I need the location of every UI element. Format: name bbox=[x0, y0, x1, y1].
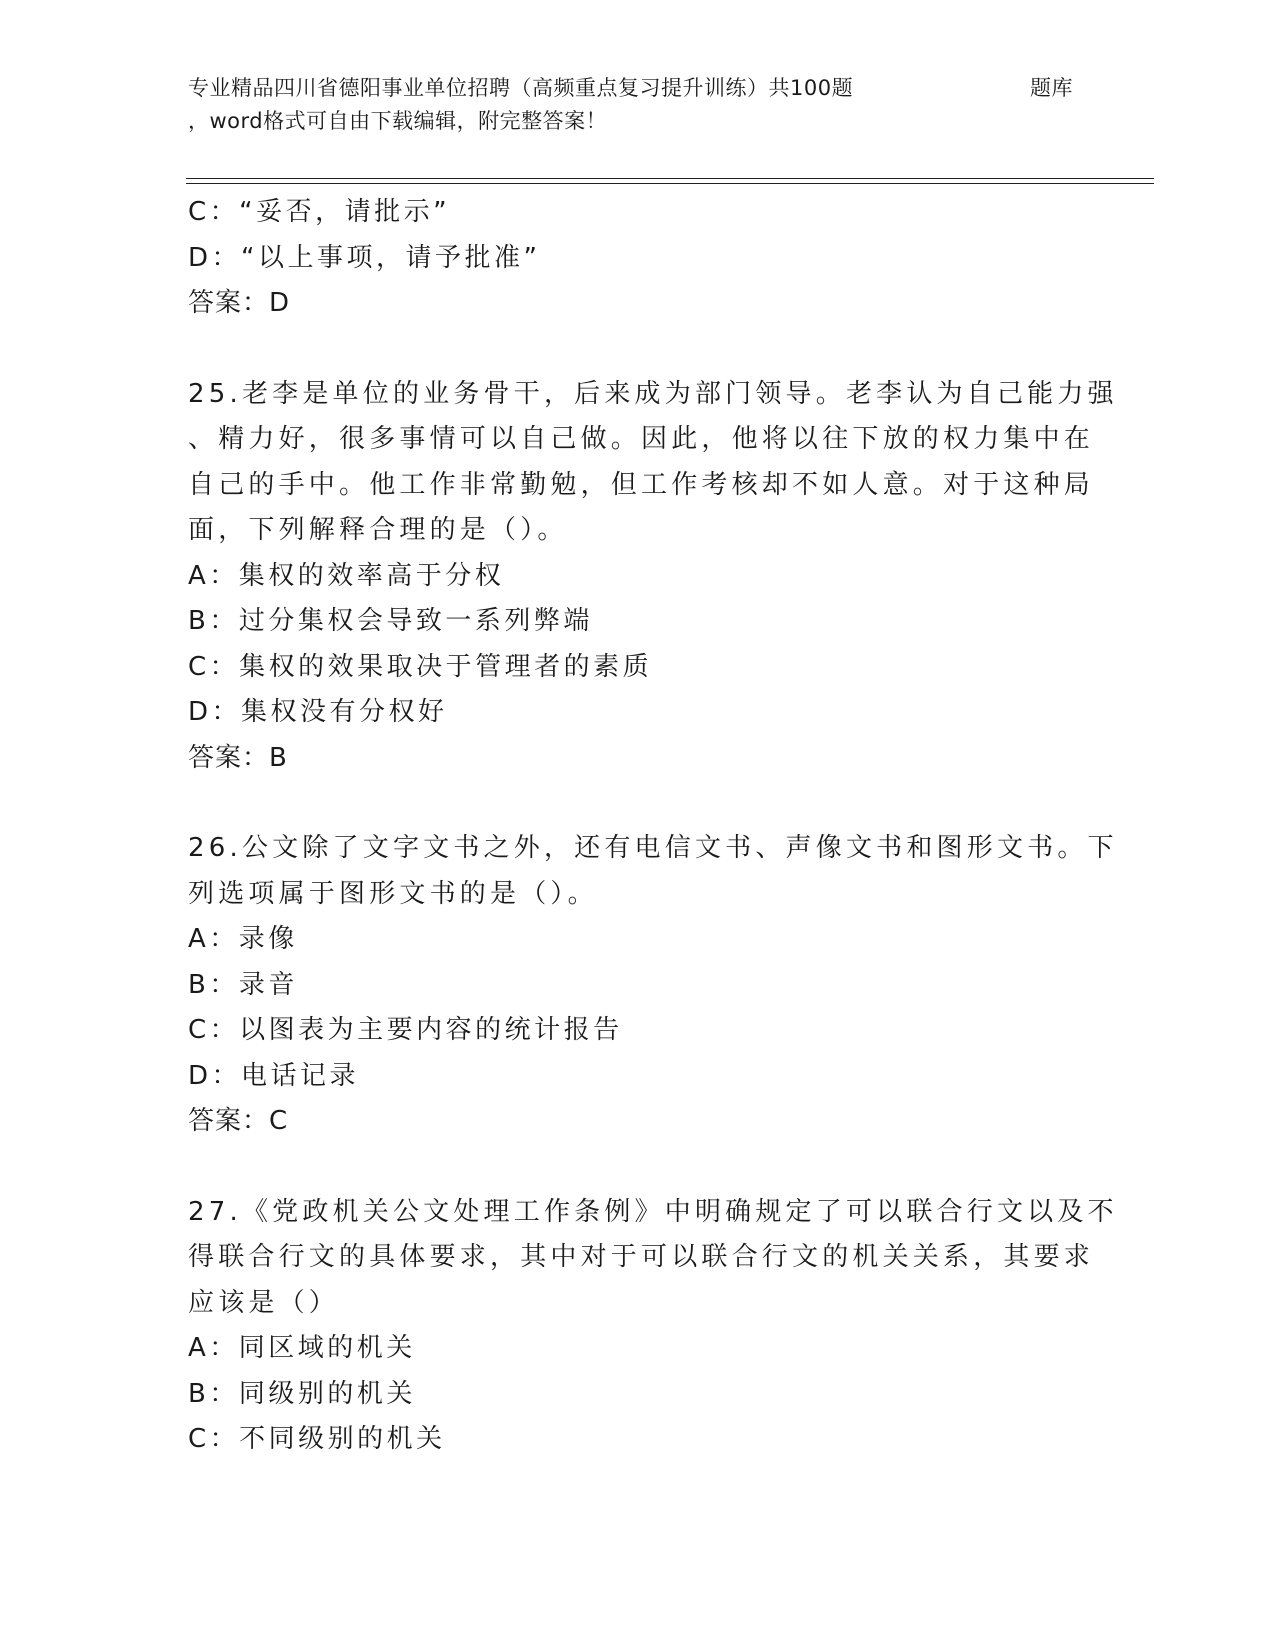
header-subtitle: ，word格式可自由下载编辑，附完整答案！ bbox=[188, 109, 608, 133]
option-line: A：集权的效率高于分权 bbox=[188, 560, 505, 591]
question-stem-line: 、精力好，很多事情可以自己做。因此，他将以往下放的权力集中在 bbox=[188, 424, 1095, 454]
question-27 bbox=[188, 1190, 1118, 1463]
option-line: C：“妥否，请批示” bbox=[188, 197, 451, 227]
previous-question-tail bbox=[188, 190, 1088, 327]
document-title: 专业精品四川省德阳事业单位招聘（高频重点复习提升训练）共100题 bbox=[188, 76, 854, 100]
answer-line: 答案：C bbox=[188, 1106, 289, 1136]
option-line: A：录像 bbox=[188, 924, 298, 954]
answer-line: 答案：B bbox=[188, 742, 288, 773]
option-line: C：以图表为主要内容的统计报告 bbox=[188, 1015, 623, 1045]
answer-line: 答案：D bbox=[188, 288, 291, 318]
question-stem-line: 自己的手中。他工作非常勤勉，但工作考核却不如人意。对于这种局 bbox=[188, 469, 1095, 500]
question-25 bbox=[188, 372, 1118, 782]
header-line-1 bbox=[188, 72, 1088, 105]
option-line: D：集权没有分权好 bbox=[188, 697, 448, 727]
question-26 bbox=[188, 826, 1118, 1145]
spacer bbox=[188, 1145, 1088, 1190]
question-stem-line: 27.《党政机关公文处理工作条例》中明确规定了可以联合行文以及不 bbox=[188, 1196, 1118, 1227]
header-tag: 题库 bbox=[1030, 76, 1073, 100]
option-line: D：“以上事项，请予批准” bbox=[188, 242, 541, 273]
spacer bbox=[188, 327, 1088, 372]
option-line: B：录音 bbox=[188, 969, 298, 1000]
question-stem-line: 应该是（） bbox=[188, 1287, 340, 1318]
header-divider-top bbox=[186, 178, 1154, 179]
option-line: D：电话记录 bbox=[188, 1060, 360, 1091]
option-line: C：集权的效果取决于管理者的素质 bbox=[188, 651, 653, 682]
option-line: B：过分集权会导致一系列弊端 bbox=[188, 606, 593, 636]
option-line: B：同级别的机关 bbox=[188, 1378, 416, 1409]
page-header bbox=[188, 72, 1088, 138]
question-stem-line: 面，下列解释合理的是（）。 bbox=[188, 515, 568, 545]
question-content bbox=[188, 190, 1118, 1463]
spacer bbox=[188, 781, 1088, 826]
header-divider-bottom bbox=[186, 183, 1154, 184]
question-stem-line: 列选项属于图形文书的是（）。 bbox=[188, 878, 598, 909]
option-line: C：不同级别的机关 bbox=[188, 1424, 446, 1454]
question-stem-line: 25.老李是单位的业务骨干，后来成为部门领导。老李认为自己能力强 bbox=[188, 378, 1118, 409]
question-stem-line: 得联合行文的具体要求，其中对于可以联合行文的机关关系，其要求 bbox=[188, 1242, 1095, 1272]
question-stem-line: 26.公文除了文字文书之外，还有电信文书、声像文书和图形文书。下 bbox=[188, 833, 1118, 863]
option-line: A：同区域的机关 bbox=[188, 1333, 416, 1363]
